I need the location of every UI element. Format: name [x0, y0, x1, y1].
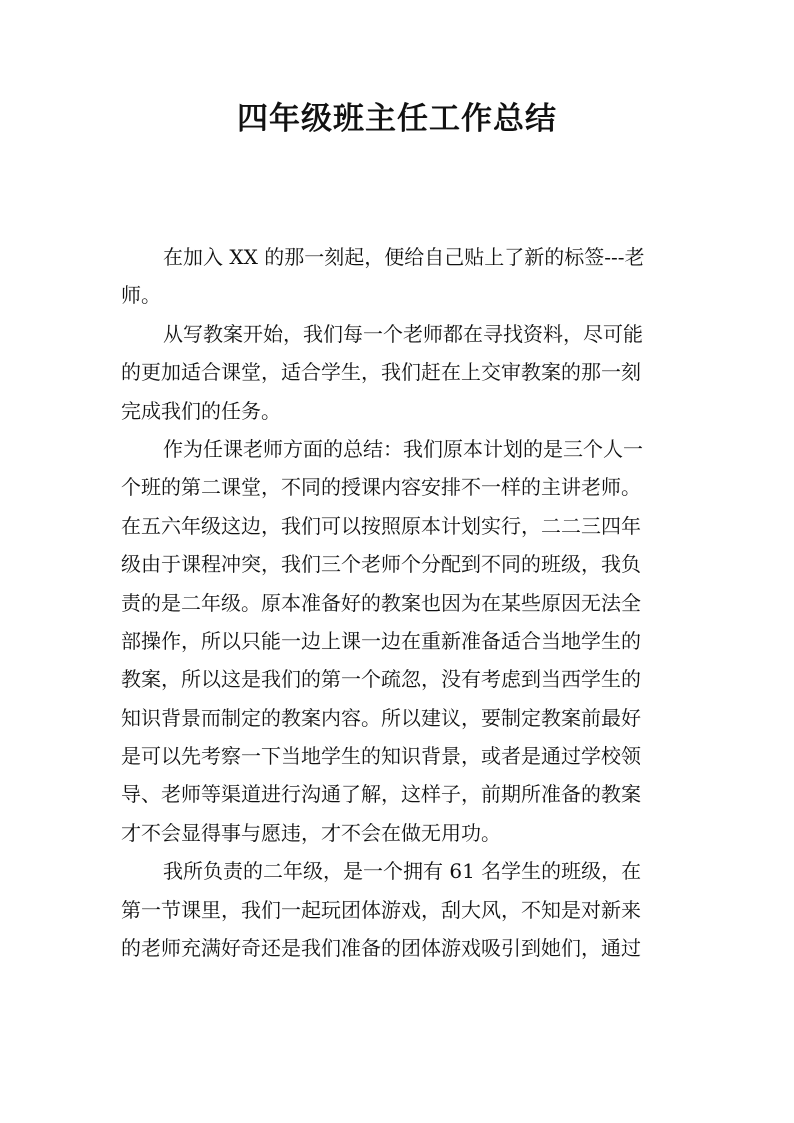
text-line: 个班的第二课堂，不同的授课内容安排不一样的主讲老师。 [121, 475, 641, 500]
text-line: 责的是二年级。原本准备好的教案也因为在某些原因无法全 [121, 590, 641, 615]
text-line: 在五六年级这边，我们可以按照原本计划实行，二二三四年 [121, 513, 641, 538]
document-title: 四年级班主任工作总结 [237, 101, 557, 137]
document-body [121, 238, 677, 967]
text-line: 知识背景而制定的教案内容。所以建议，要制定教案前最好 [121, 705, 641, 730]
text-line: 的更加适合课堂，适合学生，我们赶在上交审教案的那一刻 [121, 360, 641, 385]
text-line: 第一节课里，我们一起玩团体游戏，刮大风，不知是对新来 [121, 897, 641, 922]
text-line: 作为任课老师方面的总结：我们原本计划的是三个人一 [163, 436, 643, 461]
text-line: 我所负责的二年级，是一个拥有 61 名学生的班级，在 [163, 859, 642, 884]
text-line: 导、老师等渠道进行沟通了解，这样子，前期所准备的教案 [121, 782, 641, 807]
text-line: 是可以先考察一下当地学生的知识背景，或者是通过学校领 [121, 744, 641, 769]
text-line: 完成我们的任务。 [121, 398, 281, 423]
text-line: 从写教案开始，我们每一个老师都在寻找资料，尽可能 [163, 321, 643, 346]
text-line: 教案，所以这是我们的第一个疏忽，没有考虑到当西学生的 [121, 667, 641, 692]
text-line: 师。 [121, 283, 161, 308]
text-line: 在加入 XX 的那一刻起，便给自己贴上了新的标签---老 [163, 245, 645, 269]
text-line: 级由于课程冲突，我们三个老师个分配到不同的班级，我负 [121, 552, 641, 577]
text-line: 的老师充满好奇还是我们准备的团体游戏吸引到她们，通过 [121, 936, 641, 961]
text-line: 部操作，所以只能一边上课一边在重新准备适合当地学生的 [121, 628, 641, 653]
text-line: 才不会显得事与愿违，才不会在做无用功。 [121, 820, 501, 845]
